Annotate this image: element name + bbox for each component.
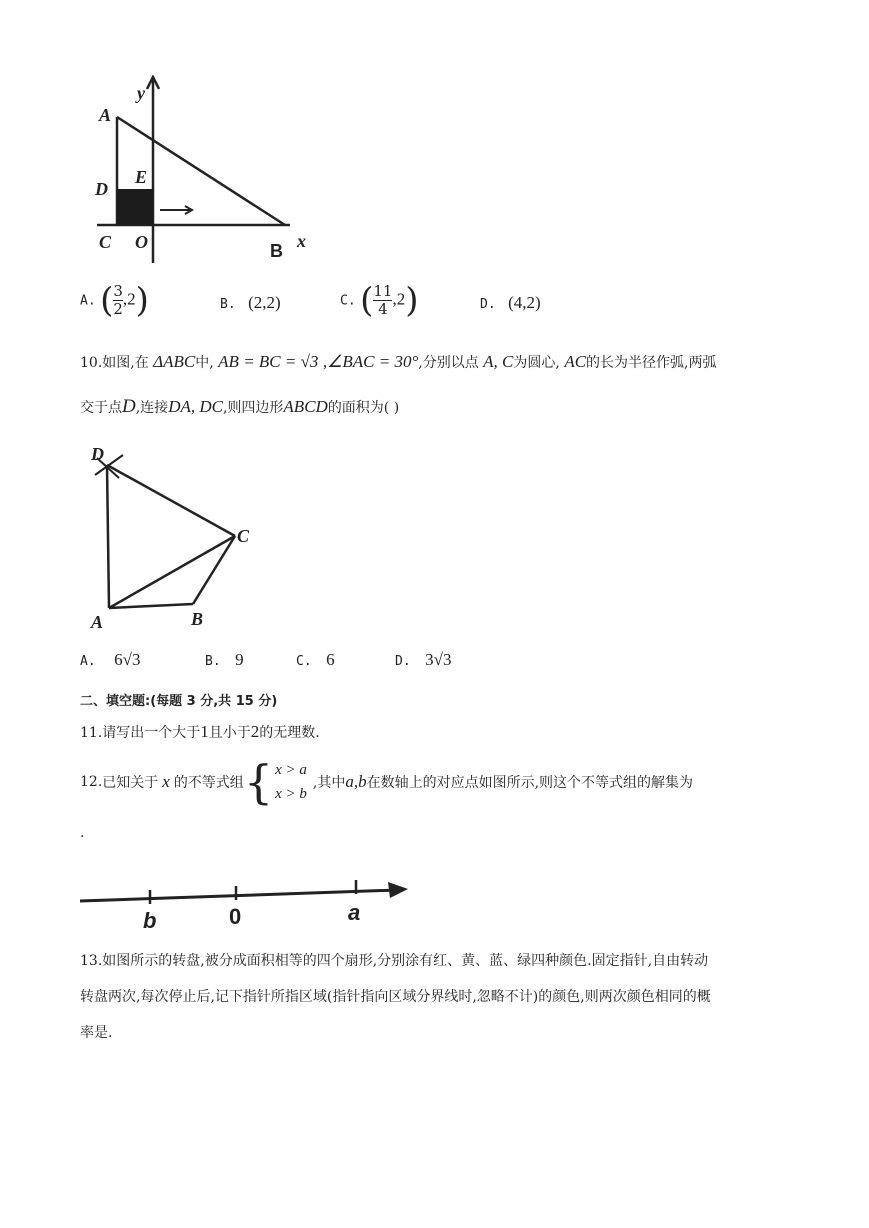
q10-option-d: D. 3√3 xyxy=(395,650,452,669)
label-c: C xyxy=(99,232,112,252)
q12-tail: . xyxy=(80,825,85,841)
section-heading: 二、填空题:(每题 3 分,共 15 分) xyxy=(80,694,278,709)
label-a: a xyxy=(348,900,361,925)
label-c: C xyxy=(237,526,250,546)
figure-coordinate-triangle xyxy=(85,75,325,265)
segment-bc xyxy=(193,536,235,604)
number-line-arrow xyxy=(388,882,408,898)
label-b: B xyxy=(191,609,204,629)
segment-da xyxy=(107,465,109,608)
label-x: x xyxy=(297,231,306,251)
q13-line-3: 率是. xyxy=(80,1025,113,1041)
q10-option-a: A. 6√3 xyxy=(80,650,141,669)
q9-option-c: C. ( $\frac{11}{4}$ ,2) xyxy=(340,280,419,321)
q9-option-b: B. (2,2) xyxy=(220,293,281,312)
label-a: A xyxy=(99,105,112,125)
label-b: B xyxy=(270,241,283,261)
label-o: O xyxy=(135,232,148,252)
q10-line-1: 10.如图,在 ΔABC中, AB = BC = √3 ,∠BAC = 30°,分别以点 A, C为圆心, AC的长为半径作弧,两弧 xyxy=(80,352,717,371)
segment-dc xyxy=(107,465,235,536)
q10-option-c: C. 6 xyxy=(296,650,335,669)
label-y: y xyxy=(137,83,145,103)
segment-ac xyxy=(109,536,235,608)
q9-option-a: A. ( $\frac{3}{2}$ ,2) xyxy=(80,280,149,321)
q13-line-2: 转盘两次,每次停止后,记下指针所指区域(指针指向区域分界线时,忽略不计)的颜色,则两次颜色相同的概 xyxy=(80,989,711,1005)
label-b: b xyxy=(143,908,157,932)
brace-icon: { xyxy=(243,755,274,809)
number-line xyxy=(78,870,418,932)
square-cdeo xyxy=(117,189,153,225)
q12: 12. 已知关于 x 的不等式组 { x > a x > b ,其中 a,b 在数轴上的对应点如图所示,则这个不等式组的解集为 xyxy=(80,755,694,809)
segment-ab xyxy=(109,604,193,608)
q10-line-2: 交于点D,连接DA, DC,则四边形ABCD的面积为( ) xyxy=(80,396,400,417)
label-d: D xyxy=(95,179,108,199)
label-d: D xyxy=(91,444,104,464)
q10-option-b: B. 9 xyxy=(205,650,244,669)
q13-line-1: 13.如图所示的转盘,被分成面积相等的四个扇形,分别涂有红、黄、蓝、绿四种颜色.固定指针,自由转动 xyxy=(80,953,709,969)
label-a: A xyxy=(91,612,104,632)
figure-quadrilateral-abcd xyxy=(85,440,265,640)
q11: 11.请写出一个大于1且小于2的无理数. xyxy=(80,722,320,741)
label-zero: 0 xyxy=(229,904,242,929)
q9-option-d: D. (4,2) xyxy=(480,293,541,312)
label-e: E xyxy=(135,167,148,187)
